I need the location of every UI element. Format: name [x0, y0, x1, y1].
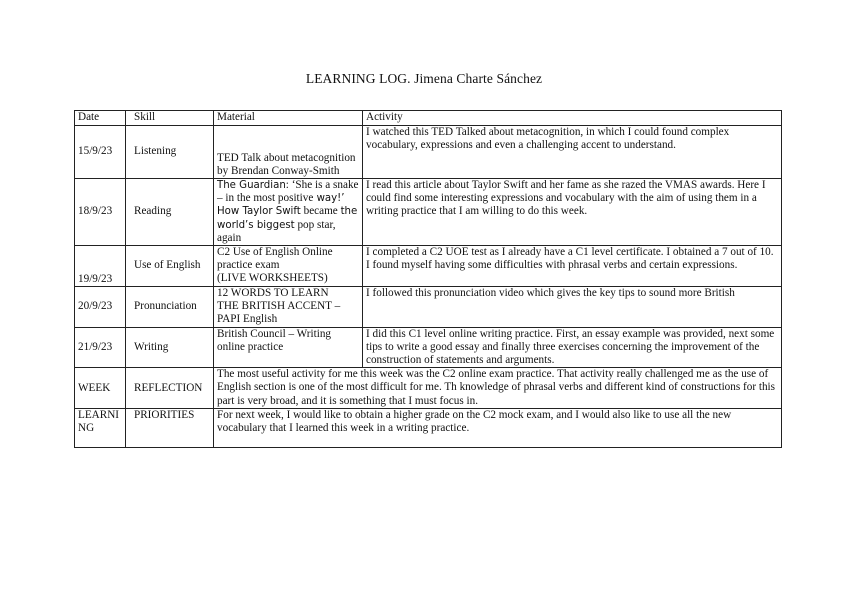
- row-date: WEEK: [75, 368, 126, 409]
- header-date: Date: [75, 111, 126, 126]
- row-skill: REFLECTION: [126, 368, 214, 409]
- table-row: [75, 179, 782, 246]
- header-activity: Activity: [363, 111, 782, 126]
- row-material: The Guardian: ‘She is a snake – in the most positive way!’ How Taylor Swift became the world’s biggest pop star, again: [214, 179, 363, 246]
- row-date: 18/9/23: [75, 179, 126, 246]
- table-row: [75, 287, 782, 328]
- row-skill: PRIORITIES: [126, 409, 214, 448]
- table-row: [75, 409, 782, 448]
- row-skill: Reading: [126, 179, 214, 246]
- row-date: 20/9/23: [75, 287, 126, 328]
- table-row: [75, 327, 782, 368]
- row-skill: Listening: [126, 126, 214, 179]
- row-activity: I did this C1 level online writing practice. First, an essay example was provided, next some tips to write a good essay and finally three exercises concerning the improvement of the construction of statements and arguments.: [363, 327, 782, 368]
- row-skill: Pronunciation: [126, 287, 214, 328]
- row-date: 15/9/23: [75, 126, 126, 179]
- learning-log-table: [74, 110, 782, 448]
- row-material: British Council – Writing online practice: [214, 327, 363, 368]
- table-row: [75, 126, 782, 179]
- row-date: LEARNI NG: [75, 409, 126, 448]
- document-title: LEARNING LOG. Jimena Charte Sánchez: [305, 71, 543, 86]
- table-header-row: [75, 111, 782, 126]
- header-skill: Skill: [126, 111, 214, 126]
- row-date: 21/9/23: [75, 327, 126, 368]
- row-material: TED Talk about metacognition by Brendan Conway-Smith: [214, 126, 363, 179]
- row-reflection-text: The most useful activity for me this week was the C2 online exam practice. That activity really challenged me as the use of English section is one of the most difficult for me. Th knowledge of phrasal verbs and different kind of constructions for this part is very broad, and it is something that I must focus in.: [214, 368, 782, 409]
- row-priorities-text: For next week, I would like to obtain a higher grade on the C2 mock exam, and I would also like to use all the new vocabulary that I learned this week in a writing practice.: [214, 409, 782, 448]
- row-skill: Writing: [126, 327, 214, 368]
- material-source: The Guardian: [217, 180, 286, 191]
- row-activity: I read this article about Taylor Swift and her fame as she razed the VMAS awards. Here I could find some interesting expressions and vocabulary with the aim of using them in a writing practice that I am willing to do this week.: [363, 179, 782, 246]
- row-material: C2 Use of English Online practice exam (LIVE WORKSHEETS): [214, 246, 363, 287]
- row-skill: Use of English: [126, 246, 214, 287]
- table-row: [75, 368, 782, 409]
- row-date: 19/9/23: [75, 246, 126, 287]
- table-row: [75, 246, 782, 287]
- row-material: 12 WORDS TO LEARN THE BRITISH ACCENT – PAPI English: [214, 287, 363, 328]
- row-activity: I followed this pronunciation video which gives the key tips to sound more British: [363, 287, 782, 328]
- row-activity: I completed a C2 UOE test as I already have a C1 level certificate. I obtained a 7 out of 10. I found myself having some difficulties with phrasal verbs and certain expressions.: [363, 246, 782, 287]
- row-activity: I watched this TED Talked about metacognition, in which I could found complex vocabulary, expressions and even a challenging accent to understand.: [363, 126, 782, 179]
- header-material: Material: [214, 111, 363, 126]
